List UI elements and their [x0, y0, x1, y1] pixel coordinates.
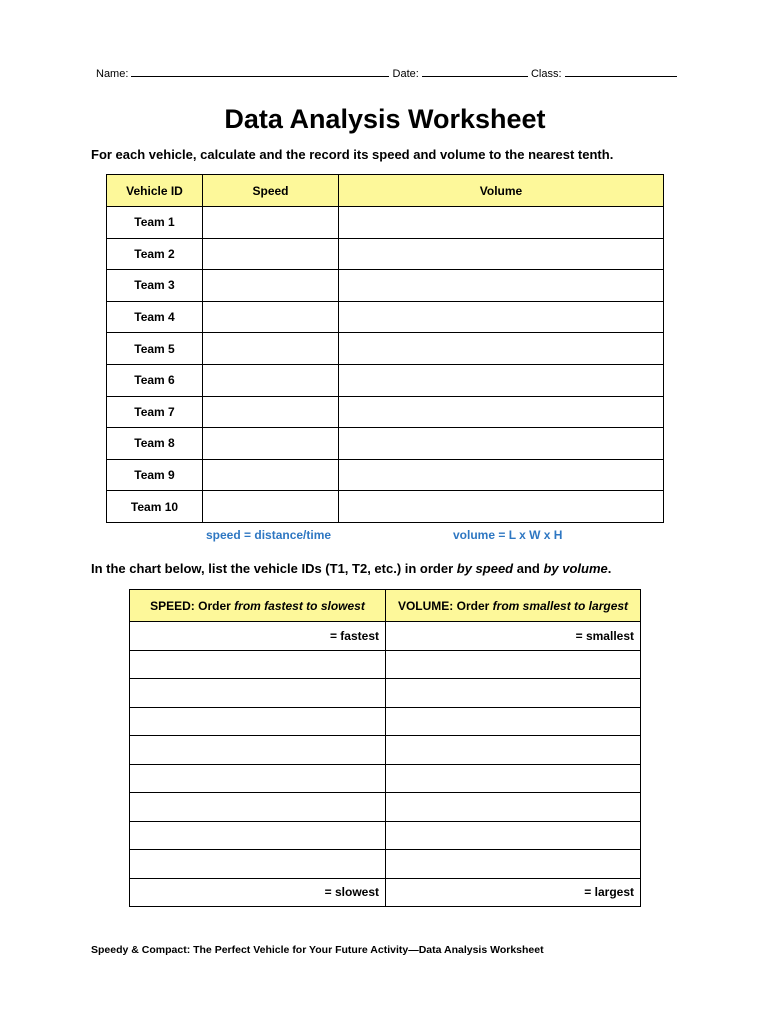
- header-speed-em: from fastest to slowest: [234, 598, 365, 613]
- speed-cell[interactable]: [203, 333, 339, 365]
- vehicle-id-cell: Team 8: [107, 428, 203, 460]
- table-header-row: [130, 590, 641, 622]
- instruction-order-text-3: .: [607, 561, 612, 576]
- header-volume-prefix: VOLUME: Order: [397, 598, 493, 613]
- table-row: [130, 707, 641, 736]
- header-speed-order: [130, 590, 386, 622]
- table-row: [107, 364, 664, 396]
- table-row: [130, 793, 641, 822]
- instruction-order-text-1: In the chart below, list the vehicle IDs (T1, T2, etc.) in order: [91, 561, 457, 576]
- vehicle-id-cell: Team 2: [107, 238, 203, 270]
- volume-cell[interactable]: [339, 428, 664, 460]
- vehicle-id-cell: Team 3: [107, 270, 203, 302]
- speed-order-cell[interactable]: [130, 707, 386, 736]
- table-row: [107, 459, 664, 491]
- volume-order-cell[interactable]: = largest: [386, 878, 641, 907]
- name-blank[interactable]: [131, 66, 389, 77]
- volume-order-cell[interactable]: [386, 821, 641, 850]
- instruction-calculate: For each vehicle, calculate and the record its speed and volume to the nearest tenth.: [91, 147, 614, 162]
- volume-cell[interactable]: [339, 364, 664, 396]
- class-label: Class:: [530, 68, 562, 80]
- volume-cell[interactable]: [339, 270, 664, 302]
- speed-cell[interactable]: [203, 238, 339, 270]
- header-vehicle-id: Vehicle ID: [107, 175, 203, 207]
- volume-cell[interactable]: [339, 333, 664, 365]
- volume-order-cell[interactable]: = smallest: [386, 622, 641, 651]
- order-table: [129, 589, 641, 907]
- instruction-order-em-volume: by volume: [543, 561, 608, 576]
- page-title: Data Analysis Worksheet: [224, 104, 546, 134]
- volume-cell[interactable]: [339, 207, 664, 239]
- speed-cell[interactable]: [203, 301, 339, 333]
- speed-cell[interactable]: [203, 364, 339, 396]
- instruction-order: [91, 561, 611, 576]
- speed-volume-table: [106, 174, 664, 523]
- speed-cell[interactable]: [203, 459, 339, 491]
- table-row: [130, 821, 641, 850]
- speed-order-cell[interactable]: [130, 736, 386, 765]
- table-row: [130, 850, 641, 879]
- speed-order-cell[interactable]: = fastest: [130, 622, 386, 651]
- volume-formula: volume = L x W x H: [453, 528, 563, 542]
- vehicle-id-cell: Team 4: [107, 301, 203, 333]
- speed-cell[interactable]: [203, 270, 339, 302]
- volume-order-cell[interactable]: [386, 850, 641, 879]
- speed-order-cell[interactable]: = slowest: [130, 878, 386, 907]
- table-row: [107, 270, 664, 302]
- table-header-row: [107, 175, 664, 207]
- table-row: [107, 238, 664, 270]
- header-speed-prefix: SPEED: Order: [150, 598, 235, 613]
- instruction-order-em-speed: by speed: [456, 561, 514, 576]
- speed-order-cell[interactable]: [130, 850, 386, 879]
- speed-cell[interactable]: [203, 428, 339, 460]
- vehicle-id-cell: Team 5: [107, 333, 203, 365]
- header-volume: Volume: [339, 175, 664, 207]
- volume-cell[interactable]: [339, 459, 664, 491]
- table-row: [107, 301, 664, 333]
- vehicle-id-cell: Team 1: [107, 207, 203, 239]
- volume-cell[interactable]: [339, 301, 664, 333]
- header-volume-order: [386, 590, 641, 622]
- page-footer: Speedy & Compact: The Perfect Vehicle for Your Future Activity—Data Analysis Worksheet: [91, 944, 544, 956]
- name-label: Name:: [96, 68, 129, 80]
- vehicle-id-cell: Team 10: [107, 491, 203, 523]
- table-row: [107, 491, 664, 523]
- speed-cell[interactable]: [203, 491, 339, 523]
- speed-order-cell[interactable]: [130, 650, 386, 679]
- volume-order-cell[interactable]: [386, 650, 641, 679]
- volume-cell[interactable]: [339, 396, 664, 428]
- vehicle-id-cell: Team 7: [107, 396, 203, 428]
- volume-order-cell[interactable]: [386, 707, 641, 736]
- header-speed: Speed: [203, 175, 339, 207]
- table-row: [107, 396, 664, 428]
- volume-cell[interactable]: [339, 238, 664, 270]
- table-row: [107, 207, 664, 239]
- volume-order-cell[interactable]: [386, 764, 641, 793]
- table-row: [107, 333, 664, 365]
- date-blank[interactable]: [422, 66, 528, 77]
- date-label: Date:: [392, 68, 419, 80]
- header-volume-em: from smallest to largest: [492, 598, 629, 613]
- speed-order-cell[interactable]: [130, 821, 386, 850]
- speed-cell[interactable]: [203, 396, 339, 428]
- table-row: [130, 679, 641, 708]
- volume-order-cell[interactable]: [386, 736, 641, 765]
- vehicle-id-cell: Team 9: [107, 459, 203, 491]
- speed-formula: speed = distance/time: [206, 528, 332, 542]
- student-info-line: [96, 66, 686, 80]
- volume-order-cell[interactable]: [386, 793, 641, 822]
- table-row: [130, 736, 641, 765]
- table-row: [130, 622, 641, 651]
- table-row: [130, 764, 641, 793]
- instruction-order-text-2: and: [513, 561, 544, 576]
- speed-order-cell[interactable]: [130, 793, 386, 822]
- speed-order-cell[interactable]: [130, 764, 386, 793]
- table-row: [107, 428, 664, 460]
- table-row: [130, 650, 641, 679]
- volume-order-cell[interactable]: [386, 679, 641, 708]
- volume-cell[interactable]: [339, 491, 664, 523]
- class-blank[interactable]: [565, 66, 677, 77]
- table-row: [130, 878, 641, 907]
- vehicle-id-cell: Team 6: [107, 364, 203, 396]
- speed-order-cell[interactable]: [130, 679, 386, 708]
- speed-cell[interactable]: [203, 207, 339, 239]
